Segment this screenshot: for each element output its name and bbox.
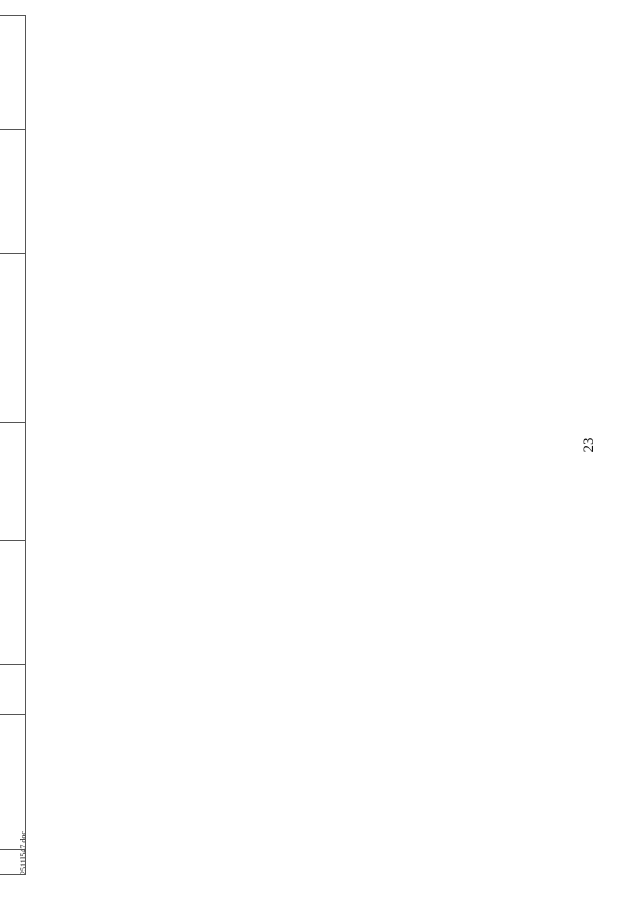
header-indicators <box>0 130 26 253</box>
measures-table <box>0 15 26 875</box>
table-header-row <box>0 16 26 875</box>
header-responsible <box>0 541 26 664</box>
document-reference: 2511I547.doc <box>19 831 28 875</box>
header-number <box>0 849 26 874</box>
header-strategy-task <box>0 253 26 422</box>
page-number: 23 <box>581 437 597 453</box>
header-term <box>0 664 26 714</box>
header-measure-name <box>0 715 26 850</box>
document-page <box>16 15 616 875</box>
header-financing <box>0 422 26 541</box>
header-documents <box>0 16 26 130</box>
